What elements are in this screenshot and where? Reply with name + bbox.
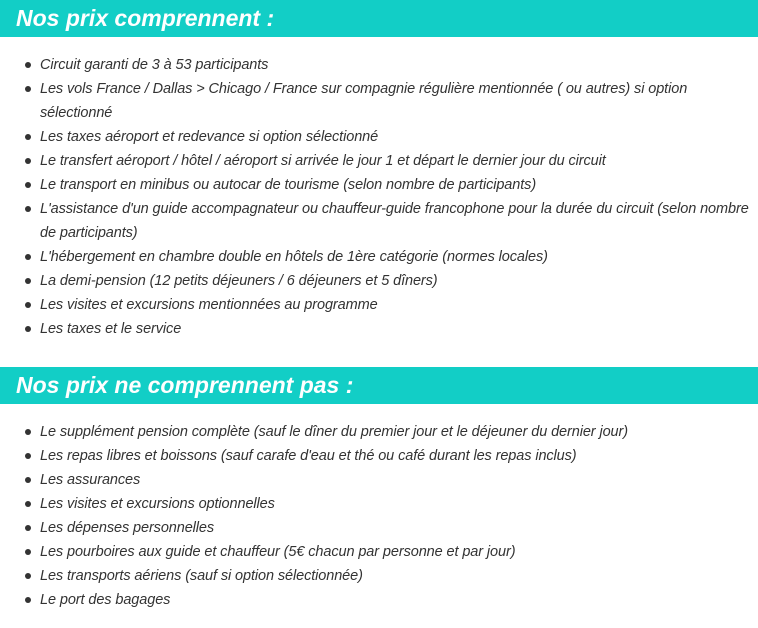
included-item-text: Les taxes aéroport et redevance si option sélectionné — [40, 129, 379, 145]
bullet-icon — [25, 326, 31, 332]
excluded-item-text: Les repas libres et boissons (sauf carafe d'eau et thé ou café durant les repas inclus) — [40, 448, 577, 464]
included-list-item — [0, 77, 758, 125]
excluded-list-item — [0, 564, 758, 588]
bullet-icon — [25, 477, 31, 483]
included-list-item — [0, 53, 758, 77]
excluded-list-item — [0, 516, 758, 540]
bullet-icon — [25, 525, 31, 531]
excluded-list-item — [0, 588, 758, 612]
excluded-item-text: Les visites et excursions optionnelles — [40, 496, 275, 512]
included-list-item — [0, 125, 758, 149]
included-list-item — [0, 317, 758, 341]
bullet-icon — [25, 86, 31, 92]
included-item-text: Le transport en minibus ou autocar de tourisme (selon nombre de participants) — [40, 177, 537, 193]
included-section-header — [0, 0, 758, 37]
excluded-list-item — [0, 420, 758, 444]
excluded-list-item — [0, 540, 758, 564]
excluded-list-item — [0, 444, 758, 468]
bullet-icon — [25, 597, 31, 603]
excluded-section-header — [0, 367, 758, 404]
excluded-items-list — [0, 420, 758, 612]
bullet-icon — [25, 549, 31, 555]
excluded-item-text: Les dépenses personnelles — [40, 520, 215, 536]
included-item-text: Circuit garanti de 3 à 53 participants — [40, 57, 269, 73]
included-list-item — [0, 173, 758, 197]
included-item-text: Les vols France / Dallas > Chicago / France sur compagnie régulière mentionnée ( ou autres) si option sélectionné — [40, 81, 688, 121]
excluded-list-item — [0, 468, 758, 492]
bullet-icon — [25, 573, 31, 579]
included-list-item — [0, 197, 758, 245]
excluded-item-text: Le supplément pension complète (sauf le dîner du premier jour et le déjeuner du dernier jour) — [40, 424, 628, 440]
excluded-item-text: Le port des bagages — [40, 592, 171, 608]
included-items-list — [0, 53, 758, 341]
bullet-icon — [25, 429, 31, 435]
included-section-title: Nos prix comprennent : — [16, 5, 275, 31]
bullet-icon — [25, 302, 31, 308]
bullet-icon — [25, 278, 31, 284]
included-item-text: Les visites et excursions mentionnées au programme — [40, 297, 378, 313]
bullet-icon — [25, 254, 31, 260]
included-list-item — [0, 149, 758, 173]
included-list-item — [0, 293, 758, 317]
excluded-section-title: Nos prix ne comprennent pas : — [16, 372, 354, 398]
included-item-text: Les taxes et le service — [40, 321, 182, 337]
excluded-list-item — [0, 492, 758, 516]
bullet-icon — [25, 134, 31, 140]
included-item-text: La demi-pension (12 petits déjeuners / 6 déjeuners et 5 dîners) — [40, 273, 438, 289]
included-item-text: L'hébergement en chambre double en hôtels de 1ère catégorie (normes locales) — [40, 249, 548, 265]
excluded-item-text: Les pourboires aux guide et chauffeur (5€ chacun par personne et par jour) — [40, 544, 516, 560]
included-list-item — [0, 269, 758, 293]
bullet-icon — [25, 158, 31, 164]
excluded-item-text: Les assurances — [40, 472, 141, 488]
included-item-text: Le transfert aéroport / hôtel / aéroport si arrivée le jour 1 et départ le dernier jour du circuit — [40, 153, 606, 169]
bullet-icon — [25, 501, 31, 507]
bullet-icon — [25, 453, 31, 459]
excluded-item-text: Les transports aériens (sauf si option sélectionnée) — [40, 568, 363, 584]
bullet-icon — [25, 62, 31, 68]
bullet-icon — [25, 206, 31, 212]
included-list-item — [0, 245, 758, 269]
included-item-text: L'assistance d'un guide accompagnateur ou chauffeur-guide francophone pour la durée du circuit (selon nombre de participants) — [40, 201, 749, 241]
bullet-icon — [25, 182, 31, 188]
